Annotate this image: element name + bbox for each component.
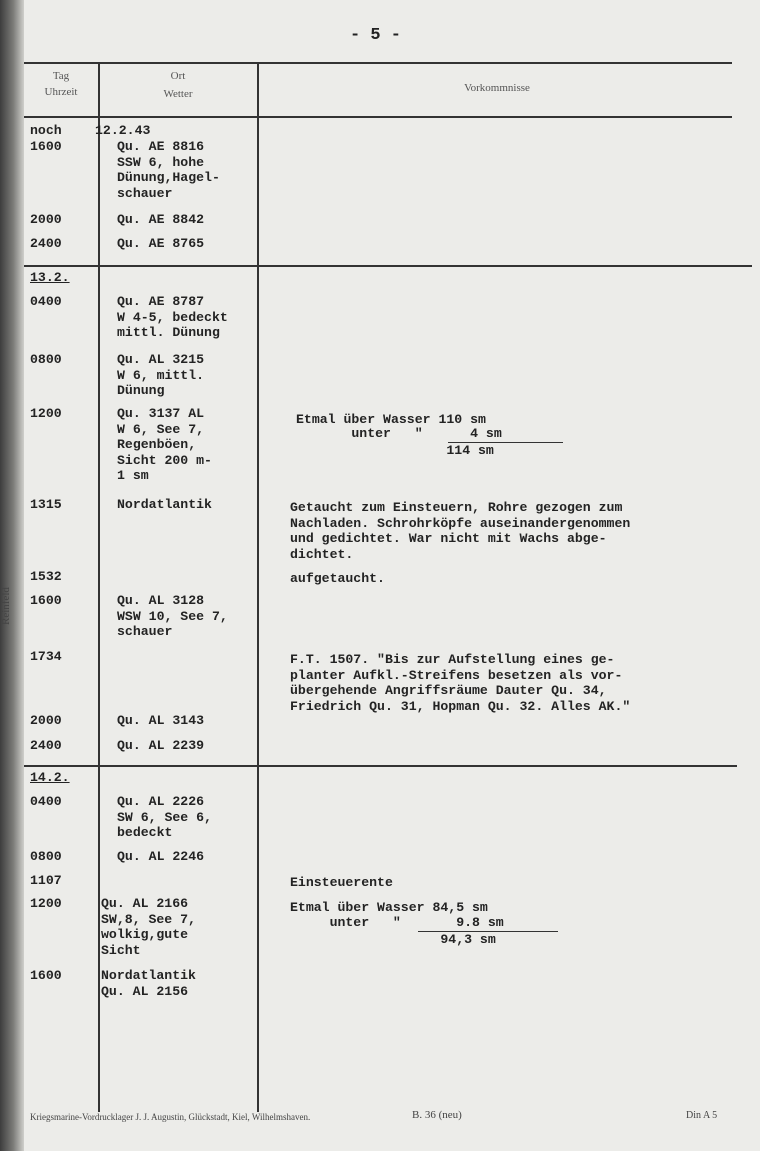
- entry-place: Qu. 3137 AL W 6, See 7, Regenböen, Sicht 200 m- 1 sm: [117, 406, 212, 483]
- entry-place: Qu. AL 2246: [117, 849, 205, 864]
- entry-time: 0400: [30, 294, 62, 309]
- column-rule-2: [257, 62, 259, 1112]
- entry-place: Qu. AE 8842: [117, 212, 205, 227]
- entry-time: 1532: [30, 569, 62, 584]
- side-stamp: Reinfeld: [0, 587, 12, 625]
- entry-time: 1600: [30, 139, 62, 154]
- section-date: 14.2.: [30, 770, 70, 785]
- entry-place: Nordatlantik: [117, 497, 212, 512]
- header-vorkommnisse-label: Vorkommnisse: [464, 82, 530, 94]
- footer-printer: Kriegsmarine-Vordrucklager J. J. Augustin, Glückstadt, Kiel, Wilhelmshaven.: [30, 1112, 311, 1122]
- header-bottom-rule: [24, 116, 732, 118]
- entry-place: Qu. AL 3215 W 6, mittl. Dünung: [117, 352, 205, 398]
- entry-time: 2000: [30, 212, 62, 227]
- header-wetter-label: Wetter: [163, 88, 193, 100]
- etmal-line-2: unter " 9.8 sm: [290, 915, 504, 930]
- entry-time: 0800: [30, 352, 62, 367]
- entry-place: Qu. AL 3143: [117, 713, 205, 728]
- entry-event: Getaucht zum Einsteuern, Rohre gezogen zum Nachladen. Schrohrköpfe auseinandergenommen und gedichtet. War nicht mit Wachs abge- dichtet.: [290, 500, 631, 562]
- entry-place: Qu. AL 2166 SW,8, See 7, wolkig,gute Sicht: [101, 896, 196, 958]
- header-uhrzeit-label: Uhrzeit: [44, 86, 78, 98]
- column-rule-1: [98, 62, 100, 1112]
- header-col-tag: [28, 66, 94, 102]
- header-ort-label: Ort: [170, 70, 186, 82]
- etmal-line-1: Etmal über Wasser 84,5 sm: [290, 900, 488, 915]
- entry-time: 1315: [30, 497, 62, 512]
- entry-time: 2400: [30, 738, 62, 753]
- entry-time: 0400: [30, 794, 62, 809]
- entry-time: 1734: [30, 649, 62, 664]
- header-top-rule: [24, 62, 732, 64]
- footer-form: B. 36 (neu): [412, 1109, 462, 1121]
- entry-place: Qu. AL 3128 WSW 10, See 7, schauer: [117, 593, 228, 639]
- section-date: noch: [30, 123, 62, 138]
- section-date: 13.2.: [30, 270, 70, 285]
- entry-time: 1107: [30, 873, 62, 888]
- entry-time: 1600: [30, 593, 62, 608]
- entry-time: 1200: [30, 896, 62, 911]
- entry-place: Nordatlantik Qu. AL 2156: [101, 968, 196, 999]
- header-col-ort: [102, 66, 254, 104]
- entry-event: Einsteuerente: [290, 875, 393, 890]
- etmal-line-2: unter " 4 sm: [296, 426, 502, 441]
- entry-event: F.T. 1507. "Bis zur Aufstellung eines ge- planter Aufkl.-Streifens besetzen als vor- übergehende Angriffsräume Dauter Qu. 34, Friedrich Qu. 31, Hopman Qu. 32. Alles AK.": [290, 652, 631, 714]
- entry-event: aufgetaucht.: [290, 571, 385, 586]
- entry-time: 0800: [30, 849, 62, 864]
- day-divider-13-2: [24, 265, 752, 267]
- entry-time: 1600: [30, 968, 62, 983]
- entry-place: Qu. AL 2239: [117, 738, 205, 753]
- entry-time: 2000: [30, 713, 62, 728]
- footer-format: Din A 5: [686, 1110, 718, 1121]
- header-tag-label: Tag: [52, 70, 70, 82]
- day-divider-14-2: [24, 765, 737, 767]
- entry-place: Qu. AL 2226 SW 6, See 6, bedeckt: [117, 794, 212, 840]
- etmal-line-3: 94,3 sm: [290, 932, 496, 947]
- entry-time: 2400: [30, 236, 62, 251]
- entry-place: Qu. AE 8787 W 4-5, bedeckt mittl. Dünung: [117, 294, 228, 340]
- page-number: - 5 -: [350, 26, 402, 45]
- section-date-tail: 12.2.43: [95, 123, 151, 138]
- etmal-line-1: Etmal über Wasser 110 sm: [296, 412, 486, 427]
- etmal-line-3: 114 sm: [296, 443, 494, 458]
- entry-place: Qu. AE 8765: [117, 236, 205, 251]
- entry-time: 1200: [30, 406, 62, 421]
- entry-place: Qu. AE 8816 SSW 6, hohe Dünung,Hagel- schauer: [117, 139, 220, 201]
